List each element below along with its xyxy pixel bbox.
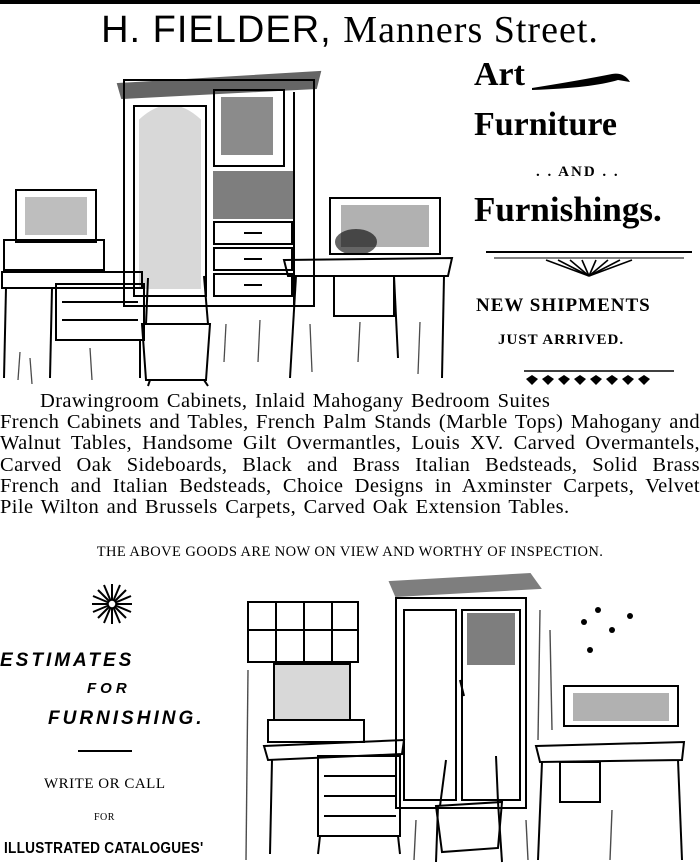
advert-headline (0, 8, 700, 52)
inspection-notice: THE ABOVE GOODS ARE NOW ON VIEW AND WORTHY OF INSPECTION. (96, 544, 604, 560)
illustrated-catalogues-text: ILLUSTRATED CATALOGUES' (4, 840, 204, 857)
street-name: Manners Street. (343, 9, 599, 51)
just-arrived-text: JUST ARRIVED. (498, 332, 625, 348)
for-small-text: FOR (94, 812, 115, 823)
goods-list (0, 391, 700, 518)
fleuron-flourish (532, 68, 642, 98)
ornament-row (524, 369, 674, 387)
estimates-for: FOR (87, 680, 131, 697)
rule-divider (486, 248, 692, 278)
sunburst-ornament (90, 582, 134, 626)
tagline-furniture: Furniture (474, 106, 617, 143)
tagline-furnishings: Furnishings. (474, 190, 662, 229)
estimates-divider (78, 750, 132, 752)
estimates-heading: ESTIMATES (0, 650, 135, 671)
furniture-engraving-bottom (240, 570, 690, 864)
top-border-rule (0, 0, 700, 4)
new-shipments-heading: NEW SHIPMENTS (476, 295, 651, 316)
tagline-and: . . AND . . (536, 164, 620, 180)
merchant-name: H. FIELDER, (101, 9, 332, 51)
furniture-engraving-top (0, 62, 470, 402)
estimates-furnishing: FURNISHING. (48, 708, 205, 729)
write-or-call-text: WRITE OR CALL (44, 776, 166, 792)
goods-first-line: Drawingroom Cabinets, Inlaid Mahogany Bedroom Suites (40, 390, 551, 412)
goods-rest: French Cabinets and Tables, French Palm Stands (Marble Tops) Mahogany and Walnut Tables, Handsome Gilt Overmantles, Louis XV. Carved Overmantels, Carved Oak Sideboards, Black and Brass Italian Bedsteads, Solid Brass French and Italian Bedsteads, Choice Designs in Axminster Carpets, Velvet Pile Wilton and Brussels Carpets, Carved Oak Extension Tables. (0, 411, 700, 519)
tagline-art: Art (474, 56, 525, 93)
